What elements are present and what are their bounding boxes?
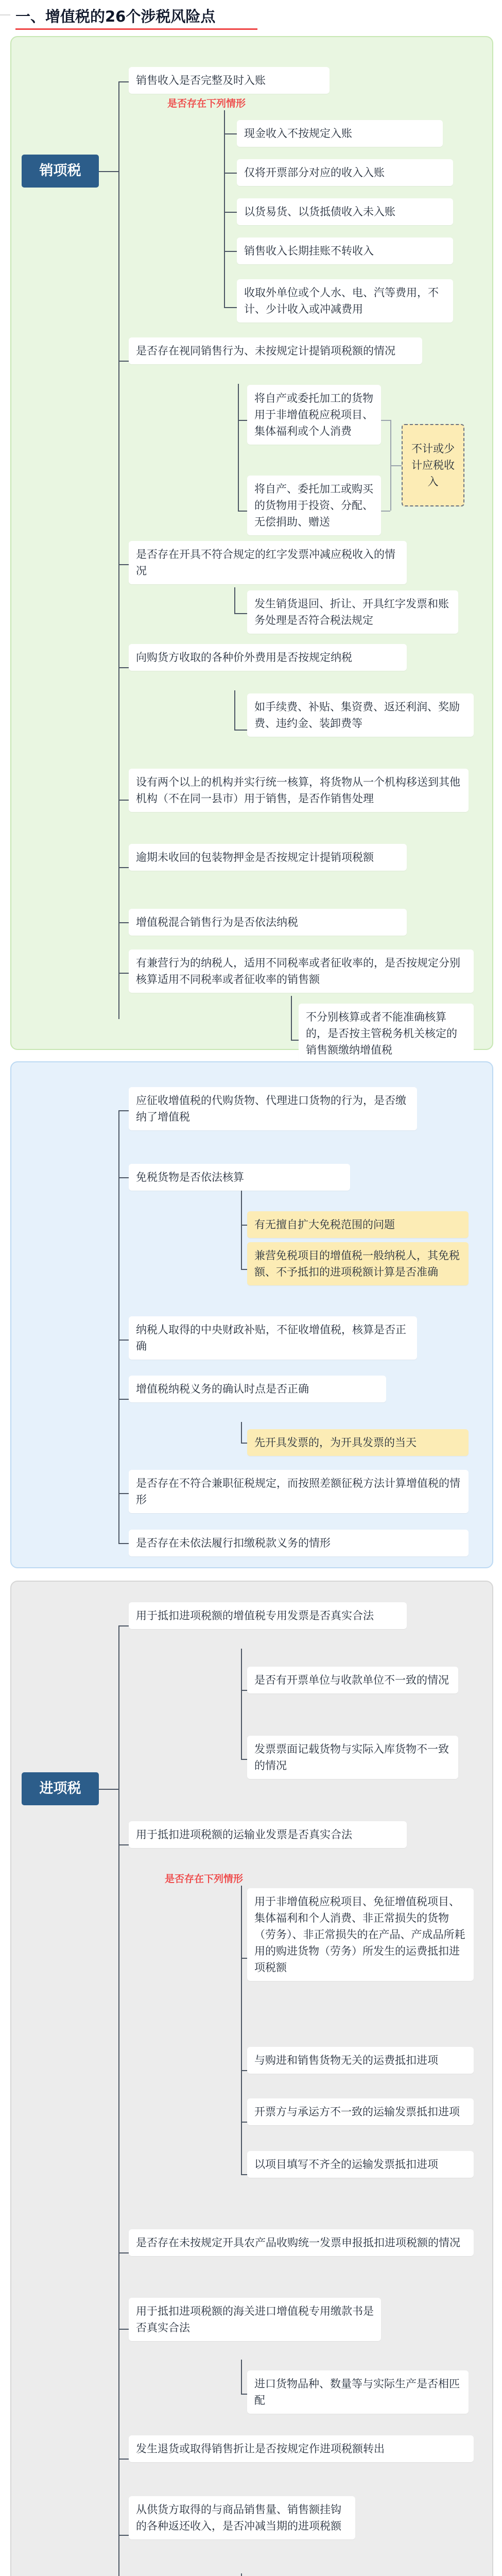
misc-spine — [118, 1110, 119, 1543]
node-import-production-match: 进口货物品种、数量等与实际生产是否相匹配 — [247, 2370, 469, 2414]
node-carrier-mismatch: 开票方与承运方不一致的运输发票抵扣进项 — [247, 2098, 474, 2125]
node-cash-income-unrecorded: 现金收入不按规定入账 — [237, 120, 443, 147]
node-tax-liability-timing: 增值税纳税义务的确认时点是否正确 — [129, 1376, 386, 1402]
node-barter-debt-income: 以货易货、以货抵债收入未入账 — [237, 198, 453, 225]
node-supplier-rebates: 从供货方取得的与商品销售量、销售额挂钩的各种返还收入，是否冲减当期的进项税额 — [129, 2496, 355, 2539]
node-central-subsidy: 纳税人取得的中央财政补贴，不征收增值税，核算是否正确 — [129, 1316, 417, 1360]
node-tax-exempt-goods: 免税货物是否依法核算 — [129, 1164, 350, 1191]
node-long-pending-income: 销售收入长期挂账不转收入 — [237, 238, 453, 264]
node-agricultural-invoice: 是否存在未按规定开具农产品收购统一发票申报抵扣进项税额的情况 — [129, 2229, 474, 2256]
node-goods-investment-donation: 将自产、委托加工或购买的货物用于投资、分配、无偿捐助、赠送 — [247, 476, 381, 535]
node-deemed-sales: 是否存在视同销售行为、未按规定计提销项税额的情况 — [129, 337, 422, 364]
input-tax-section — [10, 1581, 493, 2576]
node-freight-unrelated: 与购进和销售货物无关的运费抵扣进项 — [247, 2047, 474, 2074]
node-special-invoice-authentic: 用于抵扣进项税额的增值税专用发票是否真实合法 — [129, 1602, 407, 1629]
node-withholding-obligation: 是否存在未依法履行扣缴税款义务的情形 — [129, 1530, 469, 1556]
title-underline — [15, 28, 257, 30]
node-purchase-agency-vat: 应征收增值税的代购货物、代理进口货物的行为，是否缴纳了增值税 — [129, 1087, 417, 1130]
node-payee-mismatch: 是否有开票单位与收款单位不一致的情况 — [247, 1667, 458, 1693]
node-incomplete-transport-invoice: 以项目填写不齐全的运输发票抵扣进项 — [247, 2151, 474, 2178]
node-sales-income-complete: 销售收入是否完整及时入账 — [129, 67, 330, 94]
node-packaging-deposit: 逾期未收回的包装物押金是否按规定计提销项税额 — [129, 844, 407, 871]
node-under-reported-income: 不计或少计应税收入 — [402, 424, 464, 506]
node-customs-payment-book: 用于抵扣进项税额的海关进口增值税专用缴款书是否真实合法 — [129, 2298, 381, 2341]
category-output-tax: 销项税 — [22, 155, 99, 188]
node-mixed-sales: 增值税混合销售行为是否依法纳税 — [129, 909, 407, 936]
node-invoice-only-income: 仅将开票部分对应的收入入账 — [237, 159, 453, 186]
node-invoice-issue-date: 先开具发票的，为开具发票的当天 — [247, 1429, 469, 1456]
page-title: 一、增值税的26个涉税风险点 — [15, 8, 216, 25]
node-utility-fee-income: 收取外单位或个人水、电、汽等费用，不计、少计收入或冲减费用 — [237, 279, 453, 323]
node-exempt-credit-calc: 兼营免税项目的增值税一般纳税人，其免税额、不予抵扣的进项税额计算是否准确 — [247, 1242, 469, 1285]
node-freight-nontaxable-use: 用于非增值税应税项目、免征增值税项目、集体福利和个人消费、非正常损失的货物（劳务）、非正常损失的在产品、产成品所耗用的购进货物（劳务）所发生的运费抵扣进项税额 — [247, 1888, 474, 1981]
node-multi-rate-business: 有兼营行为的纳税人，适用不同税率或者征收率的，是否按规定分别核算适用不同税率或者征收率的销售额 — [129, 950, 474, 993]
node-return-allowance: 发生销货退回、折让、开具红字发票和账务处理是否符合税法规定 — [247, 590, 458, 634]
header-rule — [0, 14, 10, 15]
node-return-allowance-transfer: 发生退货或取得销售折让是否按规定作进项税额转出 — [129, 2435, 474, 2462]
node-differential-taxation: 是否存在不符合兼职征税规定，而按照差额征税方法计算增值税的情形 — [129, 1470, 469, 1513]
node-goods-mismatch: 发票票面记载货物与实际入库货物不一致的情况 — [247, 1736, 458, 1779]
node-red-invoice-offset: 是否存在开具不符合规定的红字发票冲减应税收入的情况 — [129, 541, 407, 584]
node-multi-branch-transfer: 设有两个以上的机构并实行统一核算，将货物从一个机构移送到其他机构（不在同一县市）用于销售，是否作销售处理 — [129, 769, 469, 812]
node-self-made-goods-consumption: 将自产或委托加工的货物用于非增值税应税项目、集体福利或个人消费 — [247, 385, 381, 445]
note-situations: 是否存在下列情形 — [167, 98, 246, 109]
note-transport-situations: 是否存在下列情形 — [165, 1873, 244, 1885]
node-expand-exempt-scope: 有无擅自扩大免税范围的问题 — [247, 1211, 469, 1238]
output-tax-spine — [118, 81, 119, 1019]
node-extra-fees: 向购货方收取的各种价外费用是否按规定纳税 — [129, 644, 407, 671]
node-unseparated-accounting: 不分别核算或者不能准确核算的，是否按主管税务机关核定的销售额缴纳增值税 — [299, 1004, 474, 1063]
category-input-tax: 进项税 — [22, 1772, 99, 1805]
node-transport-invoice-authentic: 用于抵扣进项税额的运输业发票是否真实合法 — [129, 1821, 407, 1848]
input-tax-spine — [118, 1625, 119, 2576]
node-fee-examples: 如手续费、补贴、集资费、返还利润、奖励费、违约金、装卸费等 — [247, 693, 474, 737]
